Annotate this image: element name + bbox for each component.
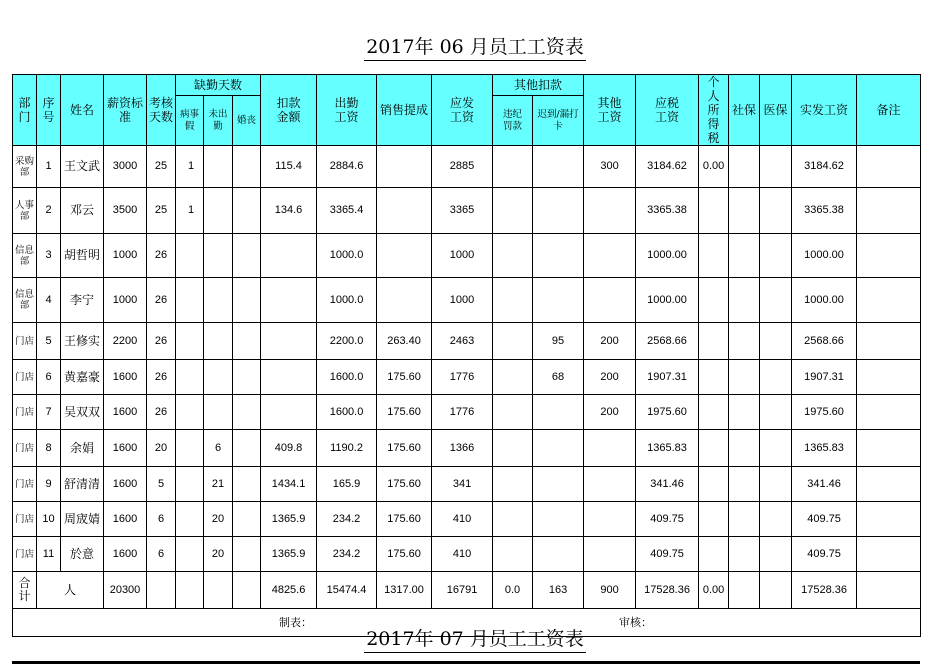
total-sick xyxy=(176,572,204,609)
header-dept: 部门 xyxy=(13,75,37,146)
cell-seq: 3 xyxy=(37,234,61,278)
header-other-pay: 其他工资 xyxy=(584,75,636,146)
cell-remark xyxy=(857,537,921,572)
cell-sales: 263.40 xyxy=(377,323,432,360)
cell-social xyxy=(729,360,760,395)
cell-viol xyxy=(493,395,533,430)
cell-sick: 1 xyxy=(176,146,204,188)
table-row xyxy=(13,430,921,467)
cell-days: 6 xyxy=(147,537,176,572)
cell-deduct xyxy=(261,234,317,278)
header-marriage: 婚丧 xyxy=(233,96,261,146)
cell-attend: 1600.0 xyxy=(317,360,377,395)
cell-noshow xyxy=(204,234,233,278)
cell-days: 26 xyxy=(147,395,176,430)
cell-sales: 175.60 xyxy=(377,430,432,467)
cell-net: 1907.31 xyxy=(792,360,857,395)
cell-deduct: 134.6 xyxy=(261,188,317,234)
cell-tax: 0.00 xyxy=(699,146,729,188)
cell-viol xyxy=(493,323,533,360)
cell-gross: 2463 xyxy=(432,323,493,360)
cell-net: 341.46 xyxy=(792,467,857,502)
cell-gross: 1776 xyxy=(432,395,493,430)
cell-deduct: 1365.9 xyxy=(261,502,317,537)
cell-sales: 175.60 xyxy=(377,467,432,502)
cell-net: 1000.00 xyxy=(792,278,857,323)
cell-name: 王文武 xyxy=(61,146,104,188)
cell-attend: 2884.6 xyxy=(317,146,377,188)
header-absence: 缺勤天数 xyxy=(176,75,261,96)
cell-name: 黄嘉豪 xyxy=(61,360,104,395)
header-remark: 备注 xyxy=(857,75,921,146)
cell-taxable: 3184.62 xyxy=(636,146,699,188)
cell-other xyxy=(584,502,636,537)
cell-social xyxy=(729,537,760,572)
cell-net: 3184.62 xyxy=(792,146,857,188)
payroll-title-june xyxy=(0,35,950,61)
total-remark xyxy=(857,572,921,609)
cell-seq: 1 xyxy=(37,146,61,188)
cell-late xyxy=(533,278,584,323)
header-salary-std: 薪资标准 xyxy=(104,75,147,146)
cell-attend: 165.9 xyxy=(317,467,377,502)
cell-noshow: 21 xyxy=(204,467,233,502)
total-violation: 0.0 xyxy=(493,572,533,609)
cell-taxable: 1365.83 xyxy=(636,430,699,467)
cell-net: 1000.00 xyxy=(792,234,857,278)
table-row xyxy=(13,323,921,360)
cell-net: 3365.38 xyxy=(792,188,857,234)
cell-tax xyxy=(699,395,729,430)
total-row xyxy=(13,572,921,609)
cell-name: 舒清清 xyxy=(61,467,104,502)
cell-other xyxy=(584,537,636,572)
cell-dept: 门店 xyxy=(13,430,37,467)
cell-days: 26 xyxy=(147,360,176,395)
cell-remark xyxy=(857,467,921,502)
header-violation: 违纪罚款 xyxy=(493,96,533,146)
cell-dept: 门店 xyxy=(13,467,37,502)
cell-noshow xyxy=(204,278,233,323)
cell-name: 於意 xyxy=(61,537,104,572)
cell-std: 3500 xyxy=(104,188,147,234)
cell-deduct xyxy=(261,360,317,395)
cell-remark xyxy=(857,278,921,323)
cell-noshow: 20 xyxy=(204,502,233,537)
cell-viol xyxy=(493,234,533,278)
cell-remark xyxy=(857,430,921,467)
cell-late xyxy=(533,537,584,572)
header-no-show: 未出勤 xyxy=(204,96,233,146)
cell-days: 25 xyxy=(147,146,176,188)
cell-days: 6 xyxy=(147,502,176,537)
cell-late xyxy=(533,467,584,502)
total-sales: 1317.00 xyxy=(377,572,432,609)
payroll-title-july xyxy=(0,627,950,653)
cell-social xyxy=(729,146,760,188)
cell-attend: 1190.2 xyxy=(317,430,377,467)
cell-tax xyxy=(699,234,729,278)
cell-sick xyxy=(176,360,204,395)
cell-name: 余娟 xyxy=(61,430,104,467)
cell-dept: 门店 xyxy=(13,395,37,430)
total-net: 17528.36 xyxy=(792,572,857,609)
cell-marry xyxy=(233,360,261,395)
cell-name: 吴双双 xyxy=(61,395,104,430)
cell-days: 26 xyxy=(147,278,176,323)
cell-marry xyxy=(233,323,261,360)
made-by-label: 制表： xyxy=(279,616,312,629)
cell-gross: 1000 xyxy=(432,234,493,278)
cell-sales xyxy=(377,278,432,323)
total-label: 合计 xyxy=(13,572,37,609)
cell-late xyxy=(533,188,584,234)
cell-gross: 2885 xyxy=(432,146,493,188)
cell-taxable: 1000.00 xyxy=(636,278,699,323)
header-taxable: 应税工资 xyxy=(636,75,699,146)
cell-taxable: 409.75 xyxy=(636,537,699,572)
cell-remark xyxy=(857,502,921,537)
cell-attend: 1600.0 xyxy=(317,395,377,430)
cell-seq: 8 xyxy=(37,430,61,467)
table-row xyxy=(13,502,921,537)
cell-std: 1600 xyxy=(104,430,147,467)
cell-name: 邓云 xyxy=(61,188,104,234)
cell-late: 68 xyxy=(533,360,584,395)
cell-deduct xyxy=(261,395,317,430)
total-deduct: 4825.6 xyxy=(261,572,317,609)
cell-marry xyxy=(233,146,261,188)
header-net: 实发工资 xyxy=(792,75,857,146)
cell-noshow xyxy=(204,188,233,234)
cell-tax xyxy=(699,467,729,502)
cell-remark xyxy=(857,360,921,395)
table-row xyxy=(13,395,921,430)
cell-std: 3000 xyxy=(104,146,147,188)
cell-sick xyxy=(176,537,204,572)
cell-medical xyxy=(760,395,792,430)
cell-noshow xyxy=(204,360,233,395)
cell-gross: 1776 xyxy=(432,360,493,395)
cell-remark xyxy=(857,146,921,188)
cell-deduct xyxy=(261,323,317,360)
cell-std: 1600 xyxy=(104,502,147,537)
cell-tax xyxy=(699,323,729,360)
review-label: 审核： xyxy=(619,616,652,629)
cell-taxable: 3365.38 xyxy=(636,188,699,234)
cell-medical xyxy=(760,430,792,467)
cell-seq: 10 xyxy=(37,502,61,537)
cell-days: 26 xyxy=(147,323,176,360)
cell-marry xyxy=(233,395,261,430)
next-table-top-border xyxy=(12,661,920,664)
payroll-rows xyxy=(13,146,921,637)
cell-viol xyxy=(493,360,533,395)
cell-dept: 门店 xyxy=(13,502,37,537)
cell-gross: 1366 xyxy=(432,430,493,467)
cell-viol xyxy=(493,537,533,572)
cell-medical xyxy=(760,323,792,360)
cell-taxable: 1000.00 xyxy=(636,234,699,278)
cell-deduct xyxy=(261,278,317,323)
table-row xyxy=(13,537,921,572)
cell-sales xyxy=(377,234,432,278)
cell-dept: 人事部 xyxy=(13,188,37,234)
cell-other xyxy=(584,188,636,234)
total-gross: 16791 xyxy=(432,572,493,609)
cell-noshow xyxy=(204,395,233,430)
cell-attend: 2200.0 xyxy=(317,323,377,360)
cell-viol xyxy=(493,188,533,234)
title-text: 2017年 06 月员工工资表 xyxy=(364,35,586,61)
cell-taxable: 1907.31 xyxy=(636,360,699,395)
table-row xyxy=(13,146,921,188)
cell-sick xyxy=(176,323,204,360)
cell-days: 5 xyxy=(147,467,176,502)
cell-taxable: 341.46 xyxy=(636,467,699,502)
cell-name: 胡哲明 xyxy=(61,234,104,278)
cell-gross: 1000 xyxy=(432,278,493,323)
cell-days: 26 xyxy=(147,234,176,278)
cell-medical xyxy=(760,360,792,395)
cell-tax xyxy=(699,360,729,395)
cell-sales: 175.60 xyxy=(377,395,432,430)
cell-sales xyxy=(377,146,432,188)
cell-sales xyxy=(377,188,432,234)
table-row xyxy=(13,467,921,502)
cell-marry xyxy=(233,537,261,572)
cell-taxable: 1975.60 xyxy=(636,395,699,430)
cell-sales: 175.60 xyxy=(377,537,432,572)
cell-seq: 9 xyxy=(37,467,61,502)
cell-remark xyxy=(857,234,921,278)
cell-noshow xyxy=(204,323,233,360)
title-text: 2017年 07 月员工工资表 xyxy=(364,627,586,653)
cell-remark xyxy=(857,395,921,430)
table-row xyxy=(13,234,921,278)
cell-medical xyxy=(760,146,792,188)
cell-noshow: 6 xyxy=(204,430,233,467)
cell-taxable: 409.75 xyxy=(636,502,699,537)
cell-other xyxy=(584,234,636,278)
cell-remark xyxy=(857,323,921,360)
cell-name: 李宁 xyxy=(61,278,104,323)
cell-marry xyxy=(233,467,261,502)
cell-sick xyxy=(176,430,204,467)
total-other-pay: 900 xyxy=(584,572,636,609)
cell-noshow: 20 xyxy=(204,537,233,572)
cell-net: 409.75 xyxy=(792,537,857,572)
header-other-deduct: 其他扣款 xyxy=(493,75,584,96)
cell-other xyxy=(584,467,636,502)
header-deduct: 扣款金额 xyxy=(261,75,317,146)
header-medical: 医保 xyxy=(760,75,792,146)
cell-viol xyxy=(493,502,533,537)
cell-social xyxy=(729,188,760,234)
cell-viol xyxy=(493,278,533,323)
cell-social xyxy=(729,234,760,278)
total-noshow xyxy=(204,572,233,609)
cell-sales: 175.60 xyxy=(377,360,432,395)
cell-viol xyxy=(493,430,533,467)
cell-other: 300 xyxy=(584,146,636,188)
header-days: 考核天数 xyxy=(147,75,176,146)
cell-viol xyxy=(493,146,533,188)
total-marry xyxy=(233,572,261,609)
cell-seq: 7 xyxy=(37,395,61,430)
header-late: 迟到/漏打卡 xyxy=(533,96,584,146)
cell-days: 20 xyxy=(147,430,176,467)
cell-other: 200 xyxy=(584,360,636,395)
cell-social xyxy=(729,430,760,467)
cell-deduct: 1365.9 xyxy=(261,537,317,572)
cell-gross: 3365 xyxy=(432,188,493,234)
cell-marry xyxy=(233,502,261,537)
cell-dept: 门店 xyxy=(13,323,37,360)
cell-deduct: 409.8 xyxy=(261,430,317,467)
header-attend-pay: 出勤工资 xyxy=(317,75,377,146)
header-seq: 序号 xyxy=(37,75,61,146)
table-row xyxy=(13,360,921,395)
cell-std: 1000 xyxy=(104,234,147,278)
total-late: 163 xyxy=(533,572,584,609)
cell-std: 1000 xyxy=(104,278,147,323)
cell-tax xyxy=(699,188,729,234)
cell-seq: 6 xyxy=(37,360,61,395)
cell-attend: 1000.0 xyxy=(317,234,377,278)
cell-social xyxy=(729,467,760,502)
cell-medical xyxy=(760,502,792,537)
cell-net: 1365.83 xyxy=(792,430,857,467)
cell-std: 1600 xyxy=(104,360,147,395)
cell-gross: 410 xyxy=(432,537,493,572)
cell-attend: 234.2 xyxy=(317,537,377,572)
cell-noshow xyxy=(204,146,233,188)
cell-marry xyxy=(233,430,261,467)
cell-gross: 410 xyxy=(432,502,493,537)
header-income-tax: 个人所得税 xyxy=(699,75,729,146)
cell-other xyxy=(584,278,636,323)
cell-seq: 4 xyxy=(37,278,61,323)
table-row xyxy=(13,278,921,323)
cell-late: 95 xyxy=(533,323,584,360)
cell-std: 2200 xyxy=(104,323,147,360)
cell-net: 409.75 xyxy=(792,502,857,537)
header-name: 姓名 xyxy=(61,75,104,146)
table-row xyxy=(13,188,921,234)
cell-dept: 信息部 xyxy=(13,234,37,278)
cell-dept: 门店 xyxy=(13,360,37,395)
cell-deduct: 115.4 xyxy=(261,146,317,188)
cell-other: 200 xyxy=(584,395,636,430)
cell-net: 2568.66 xyxy=(792,323,857,360)
cell-social xyxy=(729,323,760,360)
cell-days: 25 xyxy=(147,188,176,234)
cell-marry xyxy=(233,234,261,278)
header-sales: 销售提成 xyxy=(377,75,432,146)
cell-viol xyxy=(493,467,533,502)
cell-tax xyxy=(699,537,729,572)
cell-tax xyxy=(699,430,729,467)
cell-medical xyxy=(760,278,792,323)
total-tax: 0.00 xyxy=(699,572,729,609)
header-sick: 病事假 xyxy=(176,96,204,146)
header-social: 社保 xyxy=(729,75,760,146)
cell-other: 200 xyxy=(584,323,636,360)
cell-deduct: 1434.1 xyxy=(261,467,317,502)
cell-seq: 2 xyxy=(37,188,61,234)
total-attend: 15474.4 xyxy=(317,572,377,609)
cell-sick xyxy=(176,278,204,323)
cell-gross: 341 xyxy=(432,467,493,502)
cell-name: 周宬婧 xyxy=(61,502,104,537)
cell-seq: 11 xyxy=(37,537,61,572)
cell-sick xyxy=(176,467,204,502)
cell-other xyxy=(584,430,636,467)
cell-tax xyxy=(699,502,729,537)
cell-taxable: 2568.66 xyxy=(636,323,699,360)
cell-late xyxy=(533,395,584,430)
cell-attend: 1000.0 xyxy=(317,278,377,323)
cell-social xyxy=(729,502,760,537)
cell-remark xyxy=(857,188,921,234)
cell-social xyxy=(729,395,760,430)
cell-marry xyxy=(233,188,261,234)
cell-medical xyxy=(760,234,792,278)
cell-sick xyxy=(176,502,204,537)
cell-social xyxy=(729,278,760,323)
cell-sick: 1 xyxy=(176,188,204,234)
cell-marry xyxy=(233,278,261,323)
total-std: 20300 xyxy=(104,572,147,609)
cell-medical xyxy=(760,537,792,572)
total-taxable: 17528.36 xyxy=(636,572,699,609)
cell-sales: 175.60 xyxy=(377,502,432,537)
cell-std: 1600 xyxy=(104,395,147,430)
cell-dept: 门店 xyxy=(13,537,37,572)
cell-dept: 采购部 xyxy=(13,146,37,188)
cell-sick xyxy=(176,395,204,430)
cell-seq: 5 xyxy=(37,323,61,360)
cell-late xyxy=(533,234,584,278)
cell-std: 1600 xyxy=(104,467,147,502)
cell-net: 1975.60 xyxy=(792,395,857,430)
cell-dept: 信息部 xyxy=(13,278,37,323)
cell-tax xyxy=(699,278,729,323)
cell-medical xyxy=(760,188,792,234)
cell-late xyxy=(533,502,584,537)
cell-sick xyxy=(176,234,204,278)
cell-attend: 234.2 xyxy=(317,502,377,537)
total-medical xyxy=(760,572,792,609)
total-label-unit: 人 xyxy=(37,572,104,609)
cell-attend: 3365.4 xyxy=(317,188,377,234)
cell-medical xyxy=(760,467,792,502)
cell-late xyxy=(533,430,584,467)
total-social xyxy=(729,572,760,609)
cell-late xyxy=(533,146,584,188)
cell-std: 1600 xyxy=(104,537,147,572)
cell-name: 王修实 xyxy=(61,323,104,360)
header-gross: 应发工资 xyxy=(432,75,493,146)
payroll-table xyxy=(12,74,921,637)
total-days xyxy=(147,572,176,609)
